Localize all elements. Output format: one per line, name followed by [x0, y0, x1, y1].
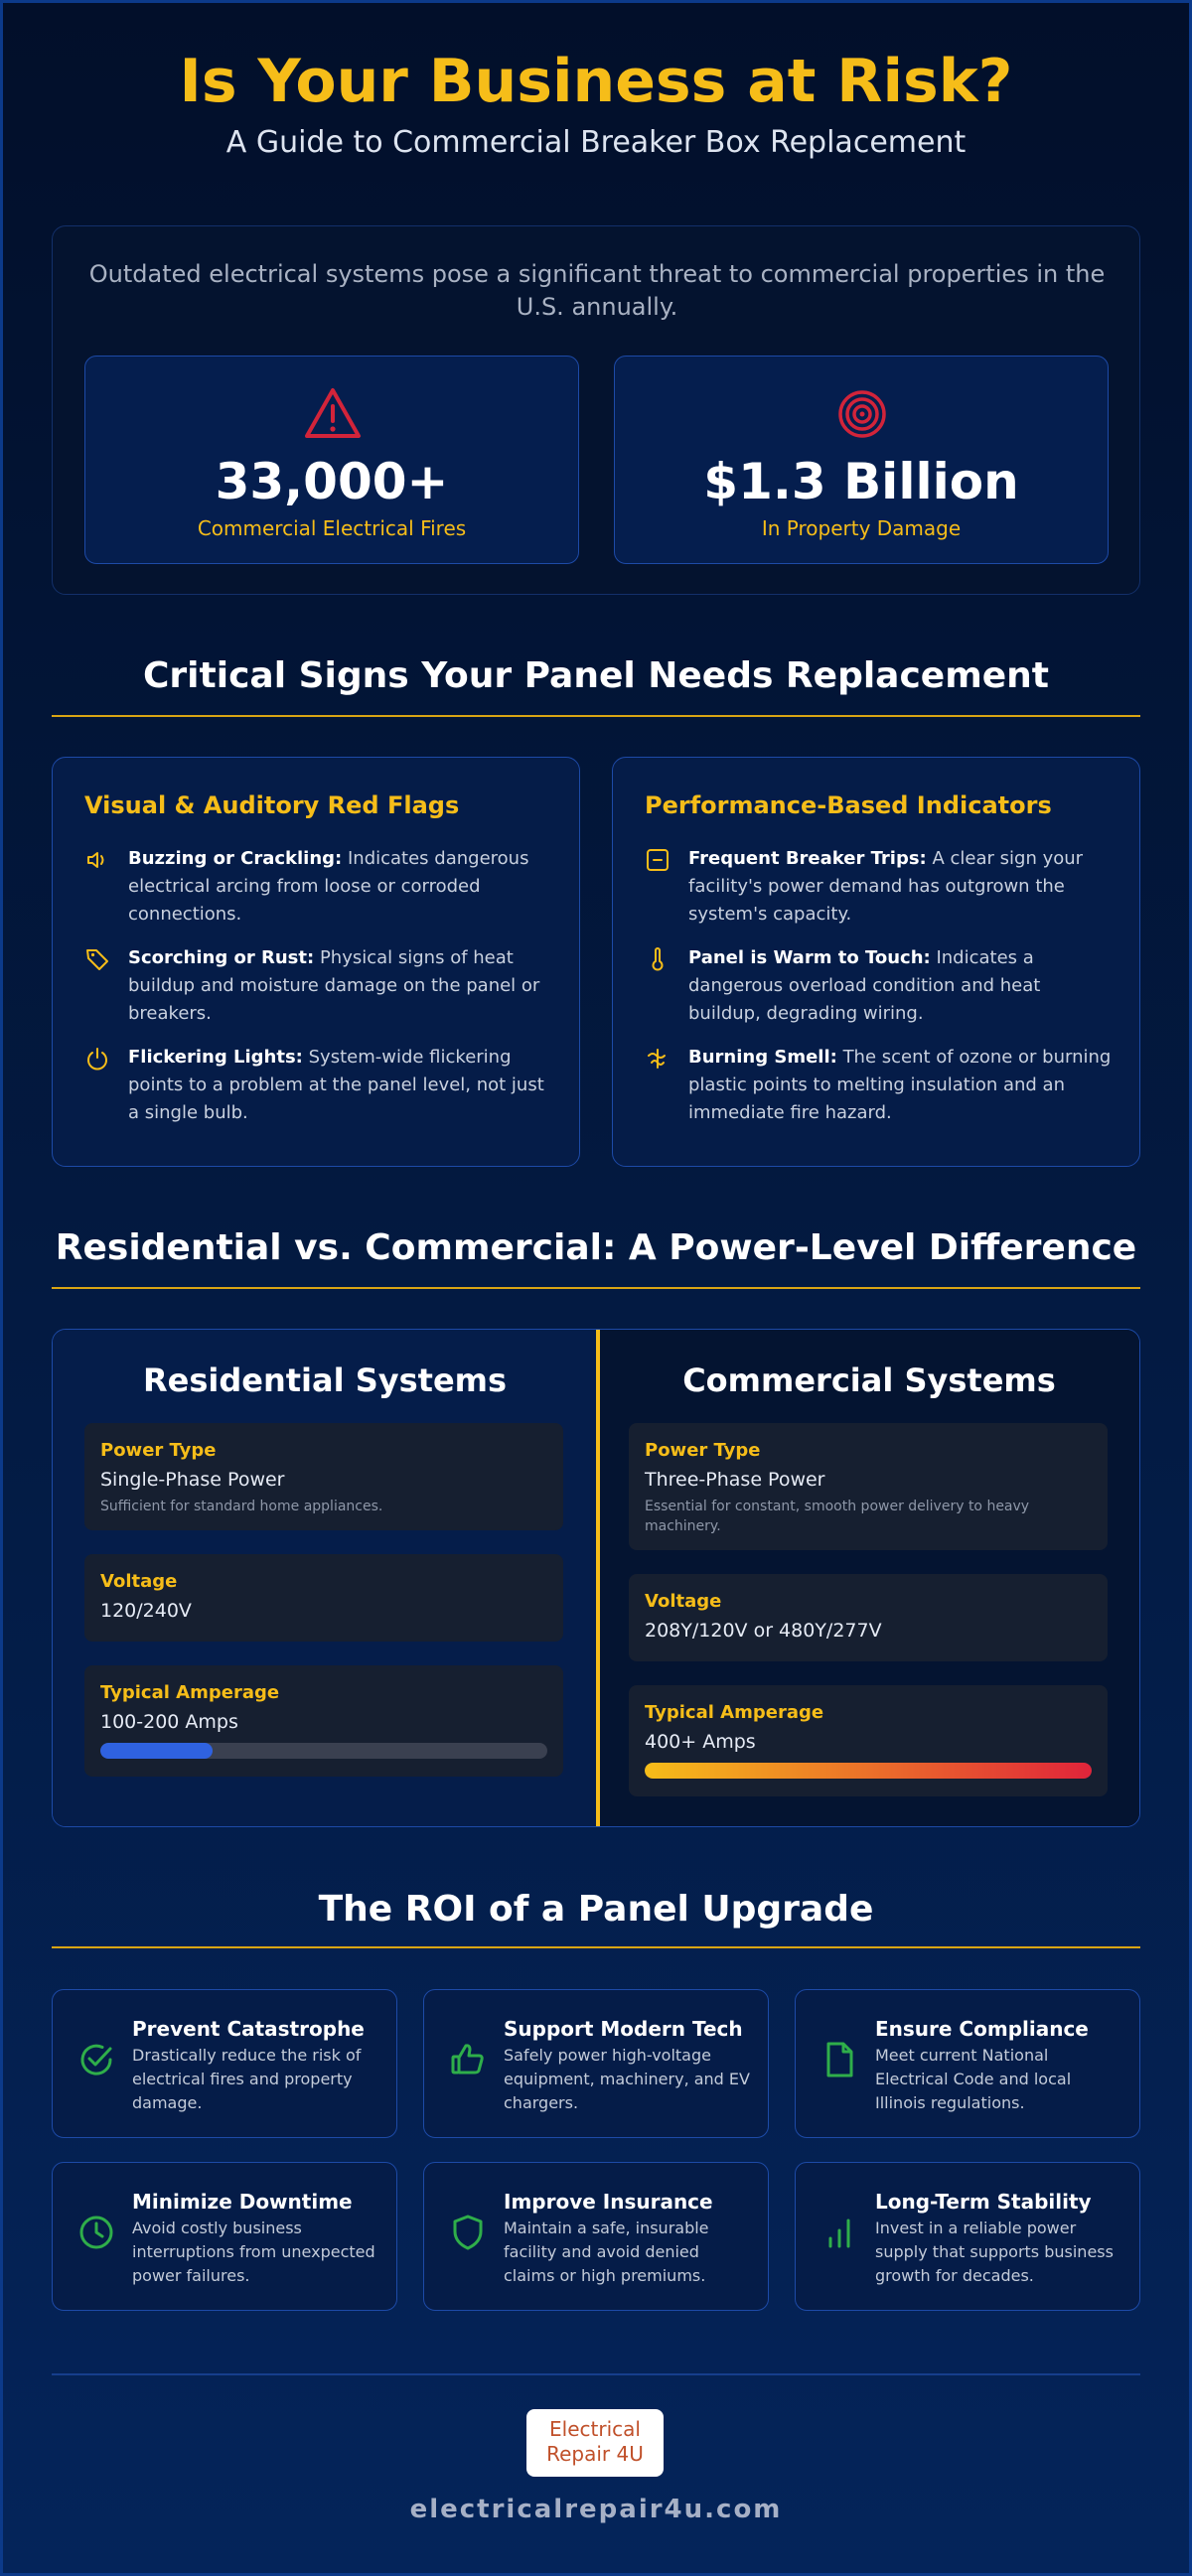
- section-divider: [52, 1287, 1140, 1289]
- spec-value: Single-Phase Power: [100, 1469, 285, 1491]
- sign-title: Flickering Lights:: [128, 1047, 303, 1068]
- check-circle-icon: [76, 2040, 116, 2079]
- spec-amperage: [629, 1685, 1108, 1796]
- commercial-heading: Commercial Systems: [682, 1361, 1056, 1399]
- spec-value: 100-200 Amps: [100, 1711, 238, 1733]
- spec-label: Voltage: [645, 1591, 722, 1612]
- signs-card-performance: [612, 757, 1140, 1167]
- roi-text: Maintain a safe, insurable facility and avoid denied claims or high premiums.: [504, 2218, 709, 2285]
- logo-line: Electrical: [549, 2417, 641, 2441]
- stat-label: In Property Damage: [761, 516, 962, 540]
- spec-note: Essential for constant, smooth power delivery to heavy machinery.: [645, 1499, 1030, 1534]
- stat-value: 33,000+: [215, 453, 449, 510]
- column-divider: [596, 1330, 600, 1827]
- roi-text: Avoid costly business interruptions from unexpected power failures.: [132, 2218, 375, 2285]
- page-title: Is Your Business at Risk?: [179, 47, 1013, 116]
- roi-text: Meet current National Electrical Code and local Illinois regulations.: [875, 2046, 1072, 2112]
- sign-title: Burning Smell:: [688, 1047, 837, 1068]
- sign-title: Buzzing or Crackling:: [128, 848, 343, 869]
- spec-label: Typical Amperage: [645, 1702, 824, 1723]
- company-logo: [526, 2409, 664, 2477]
- roi-section-title: The ROI of a Panel Upgrade: [318, 1889, 874, 1930]
- roi-card: [795, 2162, 1140, 2311]
- roi-text: Safely power high-voltage equipment, machinery, and EV chargers.: [504, 2046, 750, 2112]
- shield-icon: [448, 2213, 488, 2252]
- sign-text: Indicates dangerous electrical arcing from loose or corroded connections.: [128, 848, 529, 925]
- clock-icon: [76, 2213, 116, 2252]
- smell-icon: [645, 1046, 670, 1072]
- amperage-bar-fill: [645, 1763, 1092, 1779]
- roi-text: Drastically reduce the risk of electrical fires and property damage.: [132, 2046, 362, 2112]
- stat-value: $1.3 Billion: [703, 453, 1019, 510]
- spec-label: Power Type: [100, 1440, 217, 1461]
- comparison-table: [52, 1329, 1140, 1827]
- section-divider: [52, 1946, 1140, 1948]
- roi-title: Ensure Compliance: [875, 2017, 1089, 2041]
- page-subtitle: A Guide to Commercial Breaker Box Replacement: [225, 125, 967, 160]
- roi-card: [423, 1989, 769, 2138]
- sign-title: Frequent Breaker Trips:: [688, 848, 927, 869]
- spec-value: 400+ Amps: [645, 1731, 756, 1753]
- amperage-bar: [645, 1763, 1092, 1779]
- signs-card-heading: Performance-Based Indicators: [645, 791, 1052, 819]
- spec-amperage: [84, 1665, 563, 1777]
- comparison-section-title: Residential vs. Commercial: A Power-Level Difference: [55, 1227, 1137, 1268]
- target-icon: [832, 384, 892, 444]
- roi-text: Invest in a reliable power supply that supports business growth for decades.: [875, 2218, 1114, 2285]
- roi-title: Long-Term Stability: [875, 2190, 1092, 2214]
- roi-title: Improve Insurance: [504, 2190, 713, 2214]
- roi-card: [52, 1989, 397, 2138]
- stats-intro: Outdated electrical systems pose a significant threat to commercial properties in the U.S. annually.: [88, 260, 1106, 321]
- tag-icon: [84, 946, 110, 972]
- sign-text: A clear sign your facility's power demand has outgrown the system's capacity.: [688, 848, 1084, 925]
- roi-title: Prevent Catastrophe: [132, 2017, 365, 2041]
- residential-heading: Residential Systems: [142, 1361, 508, 1399]
- logo-line: Repair 4U: [546, 2442, 644, 2466]
- stat-card-fires: [84, 356, 579, 564]
- website-url[interactable]: electricalrepair4u.com: [409, 2495, 783, 2524]
- spec-power-type: [629, 1423, 1108, 1550]
- bar-chart-icon: [820, 2213, 859, 2252]
- spec-power-type: [84, 1423, 563, 1530]
- stat-label: Commercial Electrical Fires: [197, 516, 467, 540]
- amperage-bar: [100, 1743, 547, 1759]
- roi-card: [423, 2162, 769, 2311]
- sign-text: Indicates a dangerous overload condition and heat buildup, degrading wiring.: [688, 947, 1041, 1024]
- spec-value: Three-Phase Power: [645, 1469, 825, 1491]
- footer-divider: [52, 2373, 1140, 2375]
- sign-text: Physical signs of heat buildup and moisture damage on the panel or breakers.: [128, 947, 540, 1024]
- spec-voltage: [629, 1574, 1108, 1661]
- section-divider: [52, 715, 1140, 717]
- thumbs-up-icon: [448, 2040, 488, 2079]
- spec-label: Typical Amperage: [100, 1682, 280, 1703]
- spec-voltage: [84, 1554, 563, 1642]
- spec-label: Power Type: [645, 1440, 761, 1461]
- roi-title: Minimize Downtime: [132, 2190, 353, 2214]
- amperage-bar-fill: [100, 1743, 213, 1759]
- commercial-column: [597, 1330, 1140, 1827]
- thermometer-icon: [645, 946, 670, 972]
- stat-card-damage: [614, 356, 1109, 564]
- sign-title: Scorching or Rust:: [128, 947, 315, 968]
- spec-value: 208Y/120V or 480Y/277V: [645, 1620, 882, 1642]
- signs-section-title: Critical Signs Your Panel Needs Replacement: [143, 655, 1049, 696]
- warning-triangle-icon: [303, 384, 363, 444]
- speaker-icon: [84, 847, 110, 873]
- roi-title: Support Modern Tech: [504, 2017, 743, 2041]
- sign-text: System-wide flickering points to a problem at the panel level, not just a single bulb.: [128, 1047, 544, 1123]
- stats-panel: [52, 225, 1140, 595]
- spec-value: 120/240V: [100, 1600, 192, 1622]
- spec-note: Sufficient for standard home appliances.: [100, 1499, 383, 1514]
- signs-card-heading: Visual & Auditory Red Flags: [84, 791, 460, 819]
- roi-card: [795, 1989, 1140, 2138]
- sign-title: Panel is Warm to Touch:: [688, 947, 931, 968]
- sign-text: The scent of ozone or burning plastic points to melting insulation and an immediate fire hazard.: [688, 1047, 1112, 1123]
- document-icon: [820, 2040, 859, 2079]
- spec-label: Voltage: [100, 1571, 178, 1592]
- residential-column: [53, 1330, 597, 1827]
- power-icon: [84, 1046, 110, 1072]
- roi-card: [52, 2162, 397, 2311]
- signs-card-visual: [52, 757, 580, 1167]
- breaker-icon: [645, 847, 670, 873]
